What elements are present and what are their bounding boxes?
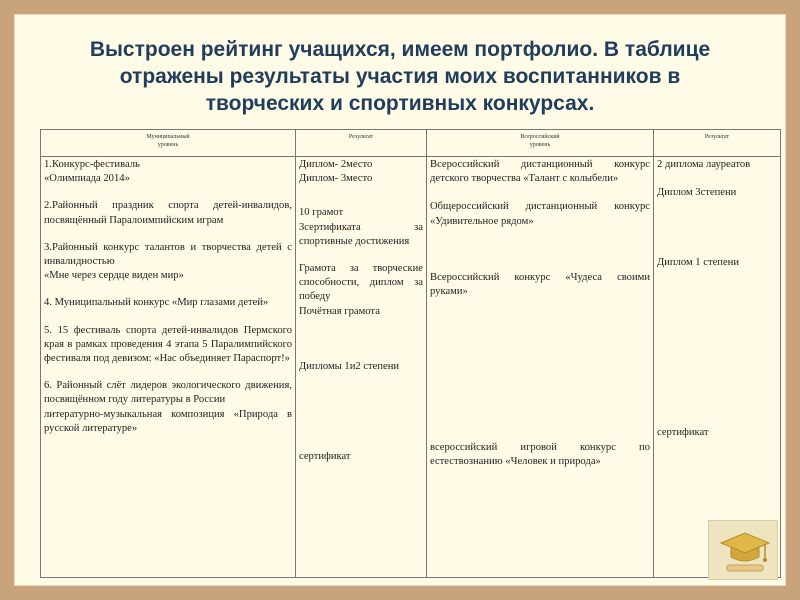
list-item: Диплом- 2место: [299, 159, 373, 170]
list-item: Грамота за творческие способности, диплом за победу: [299, 263, 423, 303]
list-item: 6. Районный слёт лидеров экологического движения, посвящённом году литературы в России: [44, 380, 292, 406]
title-line: Выстроен рейтинг учащихся, имеем портфолио. В таблице: [89, 38, 711, 61]
list-item: сертификат: [657, 426, 709, 438]
list-item: Диплом- 3место: [299, 173, 373, 185]
list-item: 2 диплома лауреатов: [657, 159, 751, 170]
list-item: литературно-музыкальная композиция «Природа в русской литературе»: [44, 408, 292, 434]
list-item: 3.Районный конкурс талантов и творчества детей с инвалидностью: [44, 241, 292, 268]
header-result: Результат: [296, 130, 427, 157]
header-result-2: Результат: [654, 130, 781, 157]
list-item: сертификат: [299, 451, 351, 463]
list-item: 4. Муниципальный конкурс «Мир глазами детей»: [44, 297, 269, 309]
list-item: Всероссийский дистанционный конкурс детского творчества «Талант с колыбели»: [430, 159, 650, 185]
list-item: 5. 15 фестиваль спорта детей-инвалидов Пермского края в рамках проведения 4 этапа 5 Паралимпийского фестиваля под девизом: «Нас объединяет Параспорт!»: [44, 324, 292, 365]
russian-result-cell: [654, 157, 781, 578]
list-item: 1.Конкурс-фестиваль: [44, 159, 140, 170]
header-municipal: Муниципальный уровень: [41, 130, 296, 157]
list-item: Диплом 1 степени: [657, 257, 739, 269]
list-item: «Мне через сердце виден мир»: [44, 270, 184, 282]
list-item: всероссийский игровой конкурс по естествознанию «Человек и природа»: [430, 442, 650, 468]
list-item: 2.Районный праздник спорта детей-инвалидов, посвящённый Паралоимпийским играм: [44, 200, 292, 226]
municipal-cell: [41, 157, 296, 578]
header-russian: Всероссийский уровень: [427, 130, 654, 157]
list-item: Дипломы 1и2 степени: [299, 360, 400, 372]
results-table: [40, 129, 781, 578]
russian-cell: [427, 157, 654, 578]
title-line: творческих и спортивных конкурсах.: [205, 92, 595, 115]
list-item: Общероссийский дистанционный конкурс «Удивительное рядом»: [430, 201, 650, 227]
list-item: Диплом 3степени: [657, 187, 737, 199]
list-item: «Олимпиада 2014»: [44, 173, 130, 185]
graduation-cap-icon: [708, 520, 778, 580]
list-item: Всероссийский конкурс «Чудеса своими руками»: [430, 271, 650, 298]
slide: [14, 14, 786, 586]
table-row: [41, 157, 781, 578]
table-header-row: [41, 130, 781, 157]
list-item: 3сертификата за спортивные достижения: [299, 221, 423, 247]
municipal-result-cell: [296, 157, 427, 578]
list-item: 10 грамот: [299, 207, 344, 219]
slide-title: [14, 36, 786, 117]
title-line: отражены результаты участия моих воспитанников в: [119, 65, 681, 88]
list-item: Почётная грамота: [299, 305, 380, 317]
